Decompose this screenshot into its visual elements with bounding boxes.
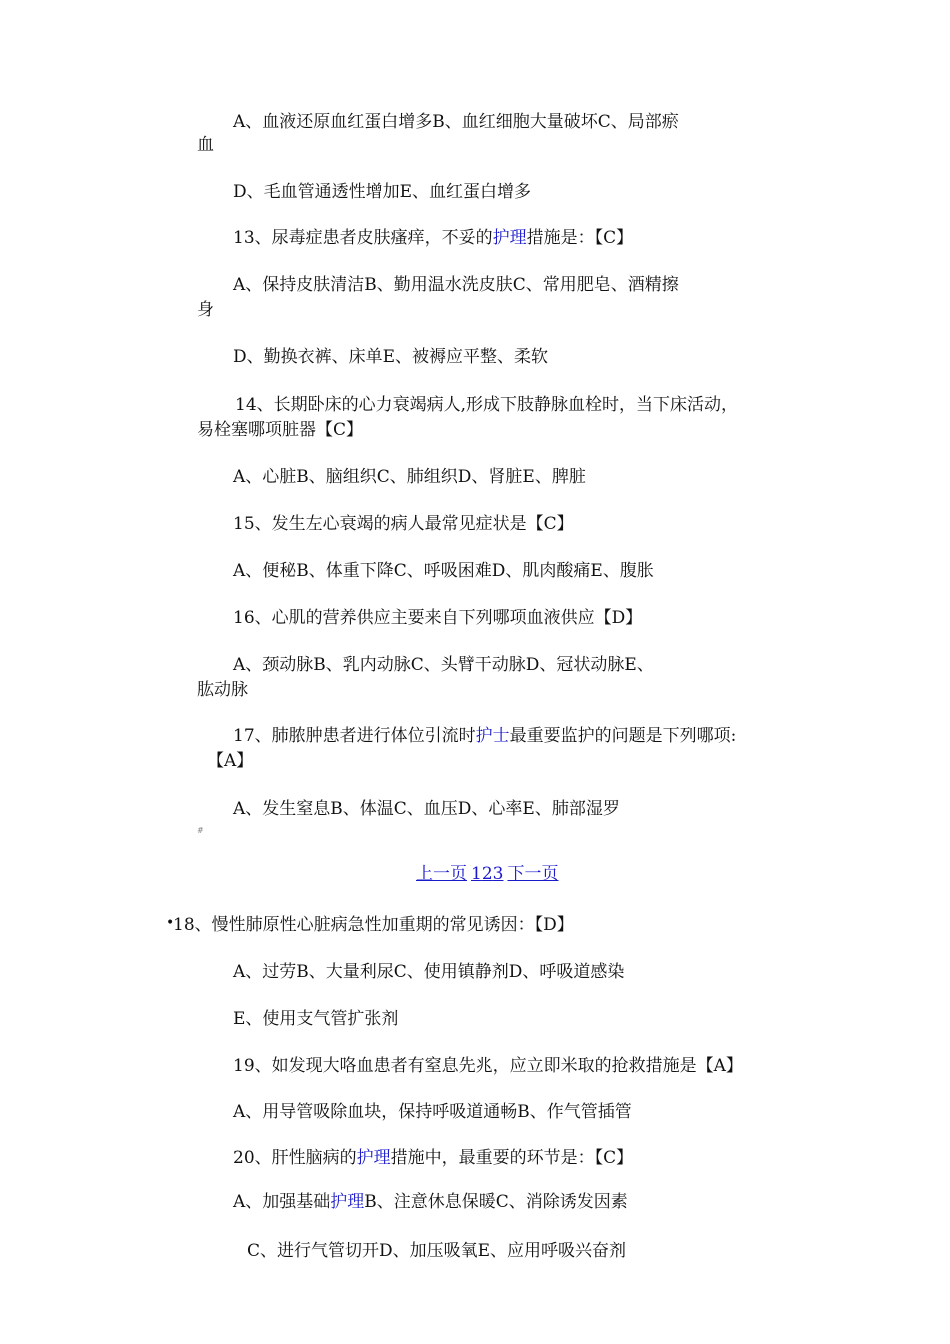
q20-options-line2: C、进行气管切开D、加压吸氧E、应用呼吸兴奋剂 <box>247 1241 627 1261</box>
q13-options-line2: D、勤换衣裤、床单E、被褥应平整、柔软 <box>233 347 549 367</box>
q15-options: A、便秘B、体重下降C、呼吸困难D、肌肉酸痛E、腹胀 <box>233 561 654 581</box>
bullet-icon: • <box>166 915 175 931</box>
question-13-text-a: 13、尿毒症患者皮肤瘙痒，不妥的 <box>233 228 493 248</box>
page-link-3[interactable]: 3 <box>492 864 504 884</box>
q19-options: A、用导管吸除血块，保持呼吸道通畅B、作气管插管 <box>233 1102 632 1122</box>
keyword-nursing[interactable]: 护理 <box>492 228 527 248</box>
next-page-link[interactable]: 下一页 <box>507 864 559 884</box>
q18-options-line2: E、使用支气管扩张剂 <box>233 1009 399 1029</box>
question-14-line2: 易栓塞哪项脏器【C】 <box>197 420 364 440</box>
prev-page-link[interactable]: 上一页 <box>416 864 467 884</box>
question-17-text-a: 17、肺脓肿患者进行体位引流时 <box>233 726 476 746</box>
question-19: 19、如发现大咯血患者有窒息先兆，应立即米取的抢救措施是【A】 <box>233 1056 743 1076</box>
q17-options: A、发生窒息B、体温C、血压D、心率E、肺部湿罗 <box>233 799 620 819</box>
q20-options-text-b: B、注意休息保暖C、消除诱发因素 <box>364 1192 628 1212</box>
question-17-answer: 【A】 <box>207 751 254 771</box>
question-14-line1: 14、长期卧床的心力衰竭病人,形成下肢静脉血栓时，当下床活动， <box>235 395 739 415</box>
q14-options: A、心脏B、脑组织C、肺组织D、肾脏E、脾脏 <box>233 467 586 487</box>
q13-options-line1: A、保持皮肤清洁B、勤用温水洗皮肤C、常用肥皂、酒精擦 <box>233 275 679 295</box>
question-13-text-b: 措施是：【C】 <box>526 228 634 248</box>
question-18: 18、慢性肺原性心脏病急性加重期的常见诱因：【D】 <box>173 915 574 935</box>
q12-options-wrap: 血 <box>197 135 214 155</box>
small-mark: # <box>197 826 204 835</box>
question-20-text-b: 措施中，最重要的环节是：【C】 <box>390 1148 634 1168</box>
question-20 <box>233 1146 633 1170</box>
q20-options-text-a: A、加强基础 <box>233 1192 331 1212</box>
question-16: 16、心肌的营养供应主要来自下列哪项血液供应【D】 <box>233 608 643 628</box>
q13-options-wrap: 身 <box>197 300 214 320</box>
q12-options-line2: D、毛血管通透性增加E、血红蛋白增多 <box>233 182 532 202</box>
q12-options-line1: A、血液还原血红蛋白增多B、血红细胞大量破坏C、局部瘀 <box>233 112 679 132</box>
keyword-nursing-2[interactable]: 护理 <box>356 1148 391 1168</box>
question-20-text-a: 20、肝性脑病的 <box>233 1148 357 1168</box>
q16-options-wrap: 肱动脉 <box>197 680 248 700</box>
question-13 <box>233 226 633 250</box>
question-17-text-b: 最重要监护的问题是下列哪项: <box>509 726 737 746</box>
q20-options-line1 <box>233 1190 628 1214</box>
keyword-nursing-3[interactable]: 护理 <box>330 1192 365 1212</box>
q16-options-line1: A、颈动脉B、乳内动脉C、头臂干动脉D、冠状动脉E、 <box>233 655 654 675</box>
keyword-nurse[interactable]: 护士 <box>475 726 510 746</box>
q18-options-line1: A、过劳B、大量利尿C、使用镇静剂D、呼吸道感染 <box>233 962 625 982</box>
question-17 <box>233 724 736 748</box>
pagination <box>416 862 558 886</box>
page-link-1[interactable]: 1 <box>471 864 482 884</box>
question-15: 15、发生左心衰竭的病人最常见症状是【C】 <box>233 514 574 534</box>
page-link-2[interactable]: 2 <box>481 864 493 884</box>
